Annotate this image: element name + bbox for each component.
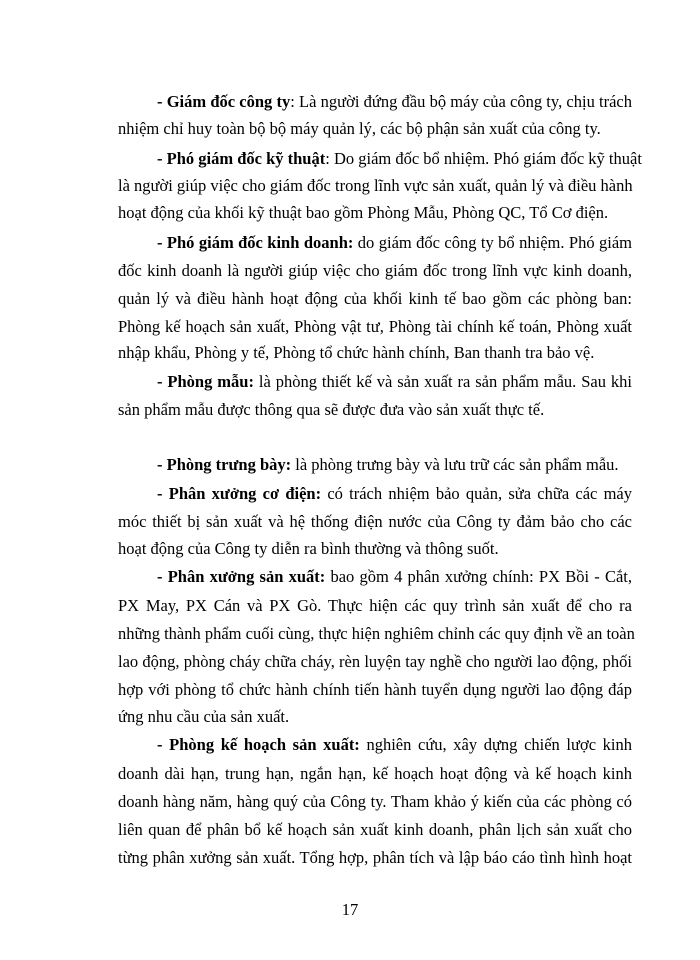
term-px-co-dien: - Phân xưởng cơ điện: xyxy=(157,484,322,503)
paragraph-phong-mau-line-1: - Phòng mẫu: là phòng thiết kế và sản xuất ra sản phẩm mẫu. Sau khi xyxy=(157,372,632,391)
paragraph-pgd-kinh-doanh-line-2: đốc kinh doanh là người giúp việc cho giám đốc trong lĩnh vực kinh doanh, xyxy=(118,261,632,280)
paragraph-px-san-xuat-line-4: lao động, phòng cháy chữa cháy, rèn luyện tay nghề cho người lao động, phối xyxy=(118,652,632,671)
paragraph-pgd-kinh-doanh-line-1: - Phó giám đốc kinh doanh: do giám đốc công ty bổ nhiệm. Phó giám xyxy=(157,233,633,252)
paragraph-px-san-xuat-line-2: PX May, PX Cán và PX Gò. Thực hiện các quy trình sản xuất để cho ra xyxy=(118,596,632,615)
term-phong-trung-bay: - Phòng trưng bày: xyxy=(157,455,292,474)
paragraph-pgd-kinh-doanh-line-5: nhập khẩu, Phòng y tế, Phòng tổ chức hành chính, Ban thanh tra bảo vệ. xyxy=(118,343,595,362)
paragraph-pgd-ky-thuat-line-2: là người giúp việc cho giám đốc trong lĩnh vực sản xuất, quản lý và điều hành xyxy=(118,176,633,195)
paragraph-pgd-ky-thuat-line-3: hoạt động của khối kỹ thuật bao gồm Phòng Mẫu, Phòng QC, Tổ Cơ điện. xyxy=(118,203,609,222)
paragraph-px-san-xuat-line-3: những thành phẩm cuối cùng, thực hiện nghiêm chỉnh các quy định về an toàn xyxy=(118,624,635,643)
term-pgd-kinh-doanh: - Phó giám đốc kinh doanh: xyxy=(157,233,354,252)
paragraph-pgd-kinh-doanh-line-3: quản lý và điều hành hoạt động của khối kinh tế bao gồm các phòng ban: xyxy=(118,289,632,308)
paragraph-px-co-dien-line-3: hoạt động của Công ty diễn ra bình thường và thông suốt. xyxy=(118,539,499,558)
paragraph-phong-trung-bay-line-1: - Phòng trưng bày: là phòng trưng bày và lưu trữ các sản phẩm mẫu. xyxy=(157,455,619,474)
paragraph-phong-ke-hoach-line-4: liên quan để phân bổ kế hoạch sản xuất kinh doanh, phân lịch sản xuất cho xyxy=(118,820,632,839)
paragraph-px-san-xuat-line-1: - Phân xưởng sản xuất: bao gồm 4 phân xưởng chính: PX Bồi - Cắt, xyxy=(157,567,633,586)
term-giam-doc: - Giám đốc công ty xyxy=(157,92,291,111)
paragraph-giam-doc-line-2: nhiệm chỉ huy toàn bộ bộ máy quản lý, các bộ phận sản xuất của công ty. xyxy=(118,119,601,138)
paragraph-px-co-dien-line-2: móc thiết bị sản xuất và hệ thống điện nước của Công ty đảm bảo cho các xyxy=(118,512,632,531)
paragraph-px-san-xuat-line-6: ứng nhu cầu của sản xuất. xyxy=(118,707,290,726)
paragraph-pgd-ky-thuat-line-1: - Phó giám đốc kỹ thuật: Do giám đốc bổ nhiệm. Phó giám đốc kỹ thuật xyxy=(157,149,642,168)
page-number: 17 xyxy=(341,900,359,919)
paragraph-phong-mau-line-2: sản phẩm mẫu được thông qua sẽ được đưa vào sản xuất thực tế. xyxy=(118,400,545,419)
paragraph-pgd-kinh-doanh-line-4: Phòng kế hoạch sản xuất, Phòng vật tư, Phòng tài chính kế toán, Phòng xuất xyxy=(118,317,632,336)
term-phong-mau: - Phòng mẫu: xyxy=(157,372,254,391)
paragraph-phong-ke-hoach-line-1: - Phòng kế hoạch sản xuất: nghiên cứu, xây dựng chiến lược kinh xyxy=(157,735,632,754)
paragraph-phong-ke-hoach-line-2: doanh dài hạn, trung hạn, ngắn hạn, kế hoạch hoạt động và kế hoạch kinh xyxy=(118,764,632,783)
paragraph-phong-ke-hoach-line-5: từng phân xưởng sản xuất. Tổng hợp, phân tích và lập báo cáo tình hình hoạt xyxy=(118,848,632,867)
term-phong-ke-hoach: - Phòng kế hoạch sản xuất: xyxy=(157,735,360,754)
term-pgd-ky-thuat: - Phó giám đốc kỹ thuật xyxy=(157,149,326,168)
paragraph-giam-doc-line-1: - Giám đốc công ty: Là người đứng đầu bộ máy của công ty, chịu trách xyxy=(157,92,633,111)
paragraph-px-co-dien-line-1: - Phân xưởng cơ điện: có trách nhiệm bảo quản, sửa chữa các máy xyxy=(157,484,633,503)
paragraph-px-san-xuat-line-5: hợp với phòng tổ chức hành chính tiến hành tuyển dụng người lao động đáp xyxy=(118,680,632,699)
term-px-san-xuat: - Phân xưởng sản xuất: xyxy=(157,567,326,586)
paragraph-phong-ke-hoach-line-3: doanh hàng năm, hàng quý của Công ty. Tham khảo ý kiến của các phòng có xyxy=(118,792,632,811)
